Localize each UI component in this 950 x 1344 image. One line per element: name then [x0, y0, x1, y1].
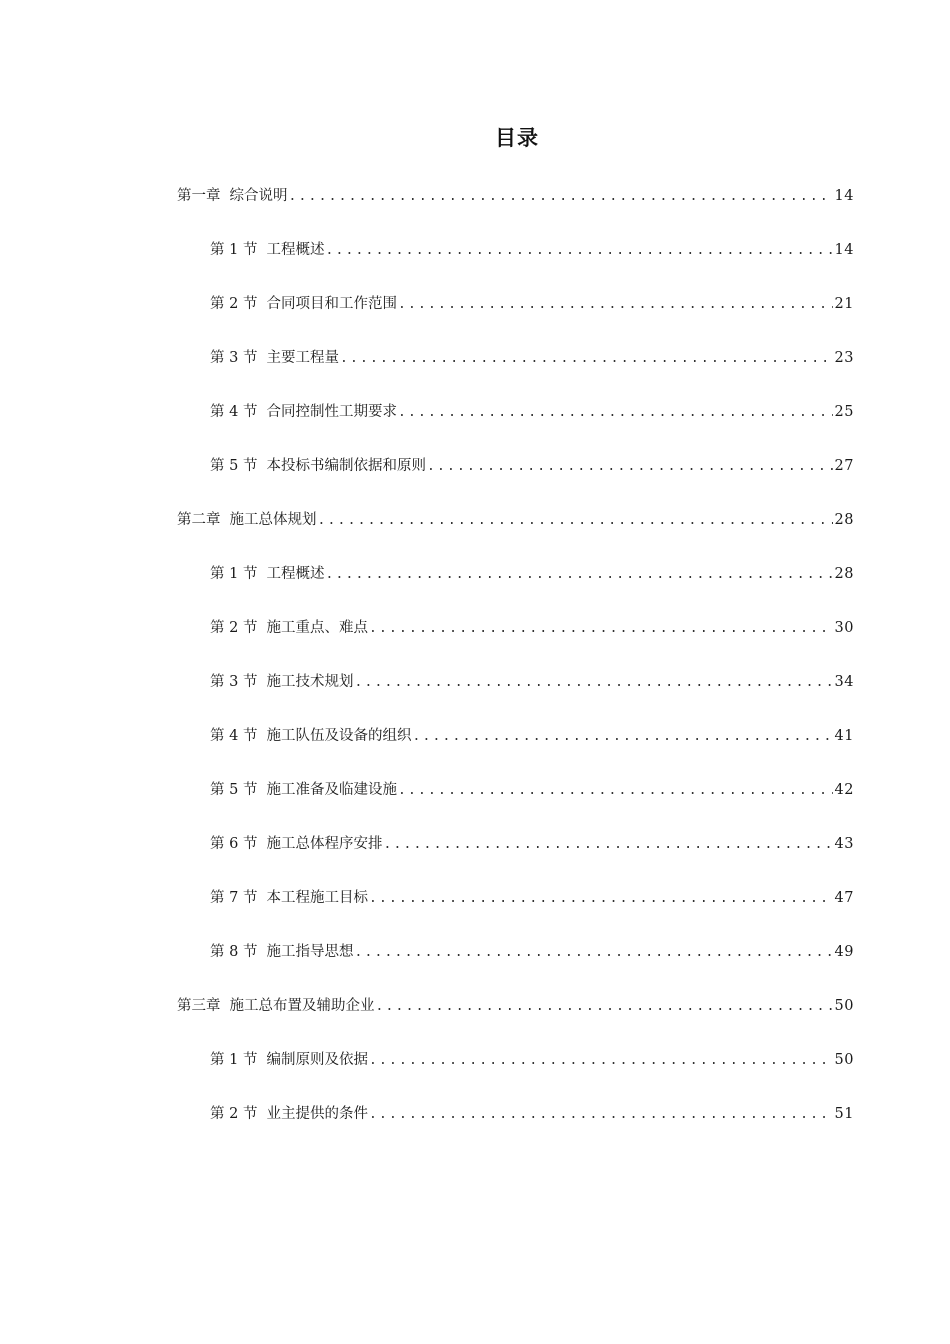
- toc-entry-number: 第 1 节: [210, 566, 258, 582]
- toc-entry-number: 第 5 节: [210, 458, 258, 474]
- toc-dot-leader: [369, 887, 833, 911]
- toc-section-entry[interactable]: [210, 616, 854, 640]
- toc-dot-leader: [318, 509, 833, 533]
- toc-entry-title: 本工程施工目标: [266, 890, 368, 906]
- toc-entry-page-number: 25: [834, 404, 854, 420]
- toc-entry-page-number: 47: [834, 890, 854, 906]
- toc-entry-number: 第 1 节: [210, 1052, 258, 1068]
- toc-entry-title: 施工重点、难点: [266, 620, 368, 636]
- toc-entry-title: 工程概述: [266, 242, 325, 258]
- toc-entry-title: 施工准备及临建设施: [266, 782, 397, 798]
- toc-entry-page-number: 49: [834, 944, 854, 960]
- toc-dot-leader: [383, 833, 832, 857]
- toc-section-entry[interactable]: [210, 238, 854, 262]
- toc-section-entry[interactable]: [210, 454, 854, 478]
- toc-entry-number: 第二章: [177, 512, 221, 528]
- toc-title: 目录: [495, 126, 539, 150]
- toc-entry-number: 第 6 节: [210, 836, 258, 852]
- toc-entry-page-number: 30: [834, 620, 854, 636]
- toc-section-entry[interactable]: [210, 292, 854, 316]
- toc-entry-title: 施工总布置及辅助企业: [229, 998, 375, 1014]
- toc-dot-leader: [398, 401, 833, 425]
- toc-entry-page-number: 28: [834, 566, 854, 582]
- toc-dot-leader: [369, 617, 833, 641]
- toc-entry-title: 业主提供的条件: [266, 1106, 368, 1122]
- toc-entry-title: 施工总体规划: [229, 512, 317, 528]
- toc-dot-leader: [369, 1049, 833, 1073]
- toc-entry-title: 施工指导思想: [266, 944, 354, 960]
- toc-dot-leader: [325, 563, 832, 587]
- toc-entry-number: 第 7 节: [210, 890, 258, 906]
- toc-entry-page-number: 50: [834, 998, 854, 1014]
- toc-dot-leader: [325, 239, 832, 263]
- toc-section-entry[interactable]: [210, 940, 854, 964]
- toc-entry-number: 第 3 节: [210, 350, 258, 366]
- toc-chapter-entry[interactable]: [177, 184, 854, 208]
- toc-dot-leader: [427, 455, 833, 479]
- toc-entry-title: 工程概述: [266, 566, 325, 582]
- toc-entry-title: 合同项目和工作范围: [266, 296, 397, 312]
- toc-entry-number: 第 2 节: [210, 296, 258, 312]
- toc-entry-page-number: 41: [834, 728, 854, 744]
- toc-entry-number: 第 8 节: [210, 944, 258, 960]
- toc-entry-page-number: 21: [834, 296, 854, 312]
- toc-dot-leader: [354, 671, 832, 695]
- toc-chapter-entry[interactable]: [177, 994, 854, 1018]
- toc-entry-page-number: 23: [834, 350, 854, 366]
- toc-dot-leader: [354, 941, 832, 965]
- toc-entry-page-number: 51: [834, 1106, 854, 1122]
- toc-entry-number: 第 4 节: [210, 404, 258, 420]
- toc-dot-leader: [369, 1103, 833, 1127]
- toc-entry-page-number: 42: [834, 782, 854, 798]
- toc-dot-leader: [289, 185, 833, 209]
- toc-section-entry[interactable]: [210, 1048, 854, 1072]
- toc-entry-number: 第 4 节: [210, 728, 258, 744]
- toc-entry-number: 第 1 节: [210, 242, 258, 258]
- toc-section-entry[interactable]: [210, 778, 854, 802]
- toc-entry-title: 合同控制性工期要求: [266, 404, 397, 420]
- toc-entry-title: 主要工程量: [266, 350, 339, 366]
- toc-section-entry[interactable]: [210, 886, 854, 910]
- toc-section-entry[interactable]: [210, 1102, 854, 1126]
- toc-entry-page-number: 34: [834, 674, 854, 690]
- toc-section-entry[interactable]: [210, 724, 854, 748]
- toc-entry-page-number: 14: [834, 242, 854, 258]
- toc-entry-page-number: 27: [834, 458, 854, 474]
- toc-chapter-entry[interactable]: [177, 508, 854, 532]
- toc-entry-number: 第 5 节: [210, 782, 258, 798]
- toc-entry-number: 第 3 节: [210, 674, 258, 690]
- toc-dot-leader: [398, 293, 833, 317]
- toc-section-entry[interactable]: [210, 562, 854, 586]
- toc-entry-title: 施工队伍及设备的组织: [266, 728, 412, 744]
- toc-entry-page-number: 50: [834, 1052, 854, 1068]
- toc-dot-leader: [340, 347, 833, 371]
- toc-entry-title: 编制原则及依据: [266, 1052, 368, 1068]
- toc-entry-page-number: 14: [834, 188, 854, 204]
- toc-entry-page-number: 28: [834, 512, 854, 528]
- toc-entry-number: 第 2 节: [210, 620, 258, 636]
- toc-entry-title: 本投标书编制依据和原则: [266, 458, 426, 474]
- toc-section-entry[interactable]: [210, 832, 854, 856]
- toc-section-entry[interactable]: [210, 346, 854, 370]
- toc-entry-number: 第一章: [177, 188, 221, 204]
- toc-entry-title: 施工总体程序安排: [266, 836, 383, 852]
- toc-entry-title: 综合说明: [229, 188, 288, 204]
- toc-entry-title: 施工技术规划: [266, 674, 354, 690]
- toc-section-entry[interactable]: [210, 400, 854, 424]
- toc-entry-number: 第 2 节: [210, 1106, 258, 1122]
- toc-dot-leader: [398, 779, 833, 803]
- toc-section-entry[interactable]: [210, 670, 854, 694]
- toc-dot-leader: [376, 995, 833, 1019]
- toc-entry-number: 第三章: [177, 998, 221, 1014]
- toc-entry-page-number: 43: [834, 836, 854, 852]
- toc-dot-leader: [412, 725, 832, 749]
